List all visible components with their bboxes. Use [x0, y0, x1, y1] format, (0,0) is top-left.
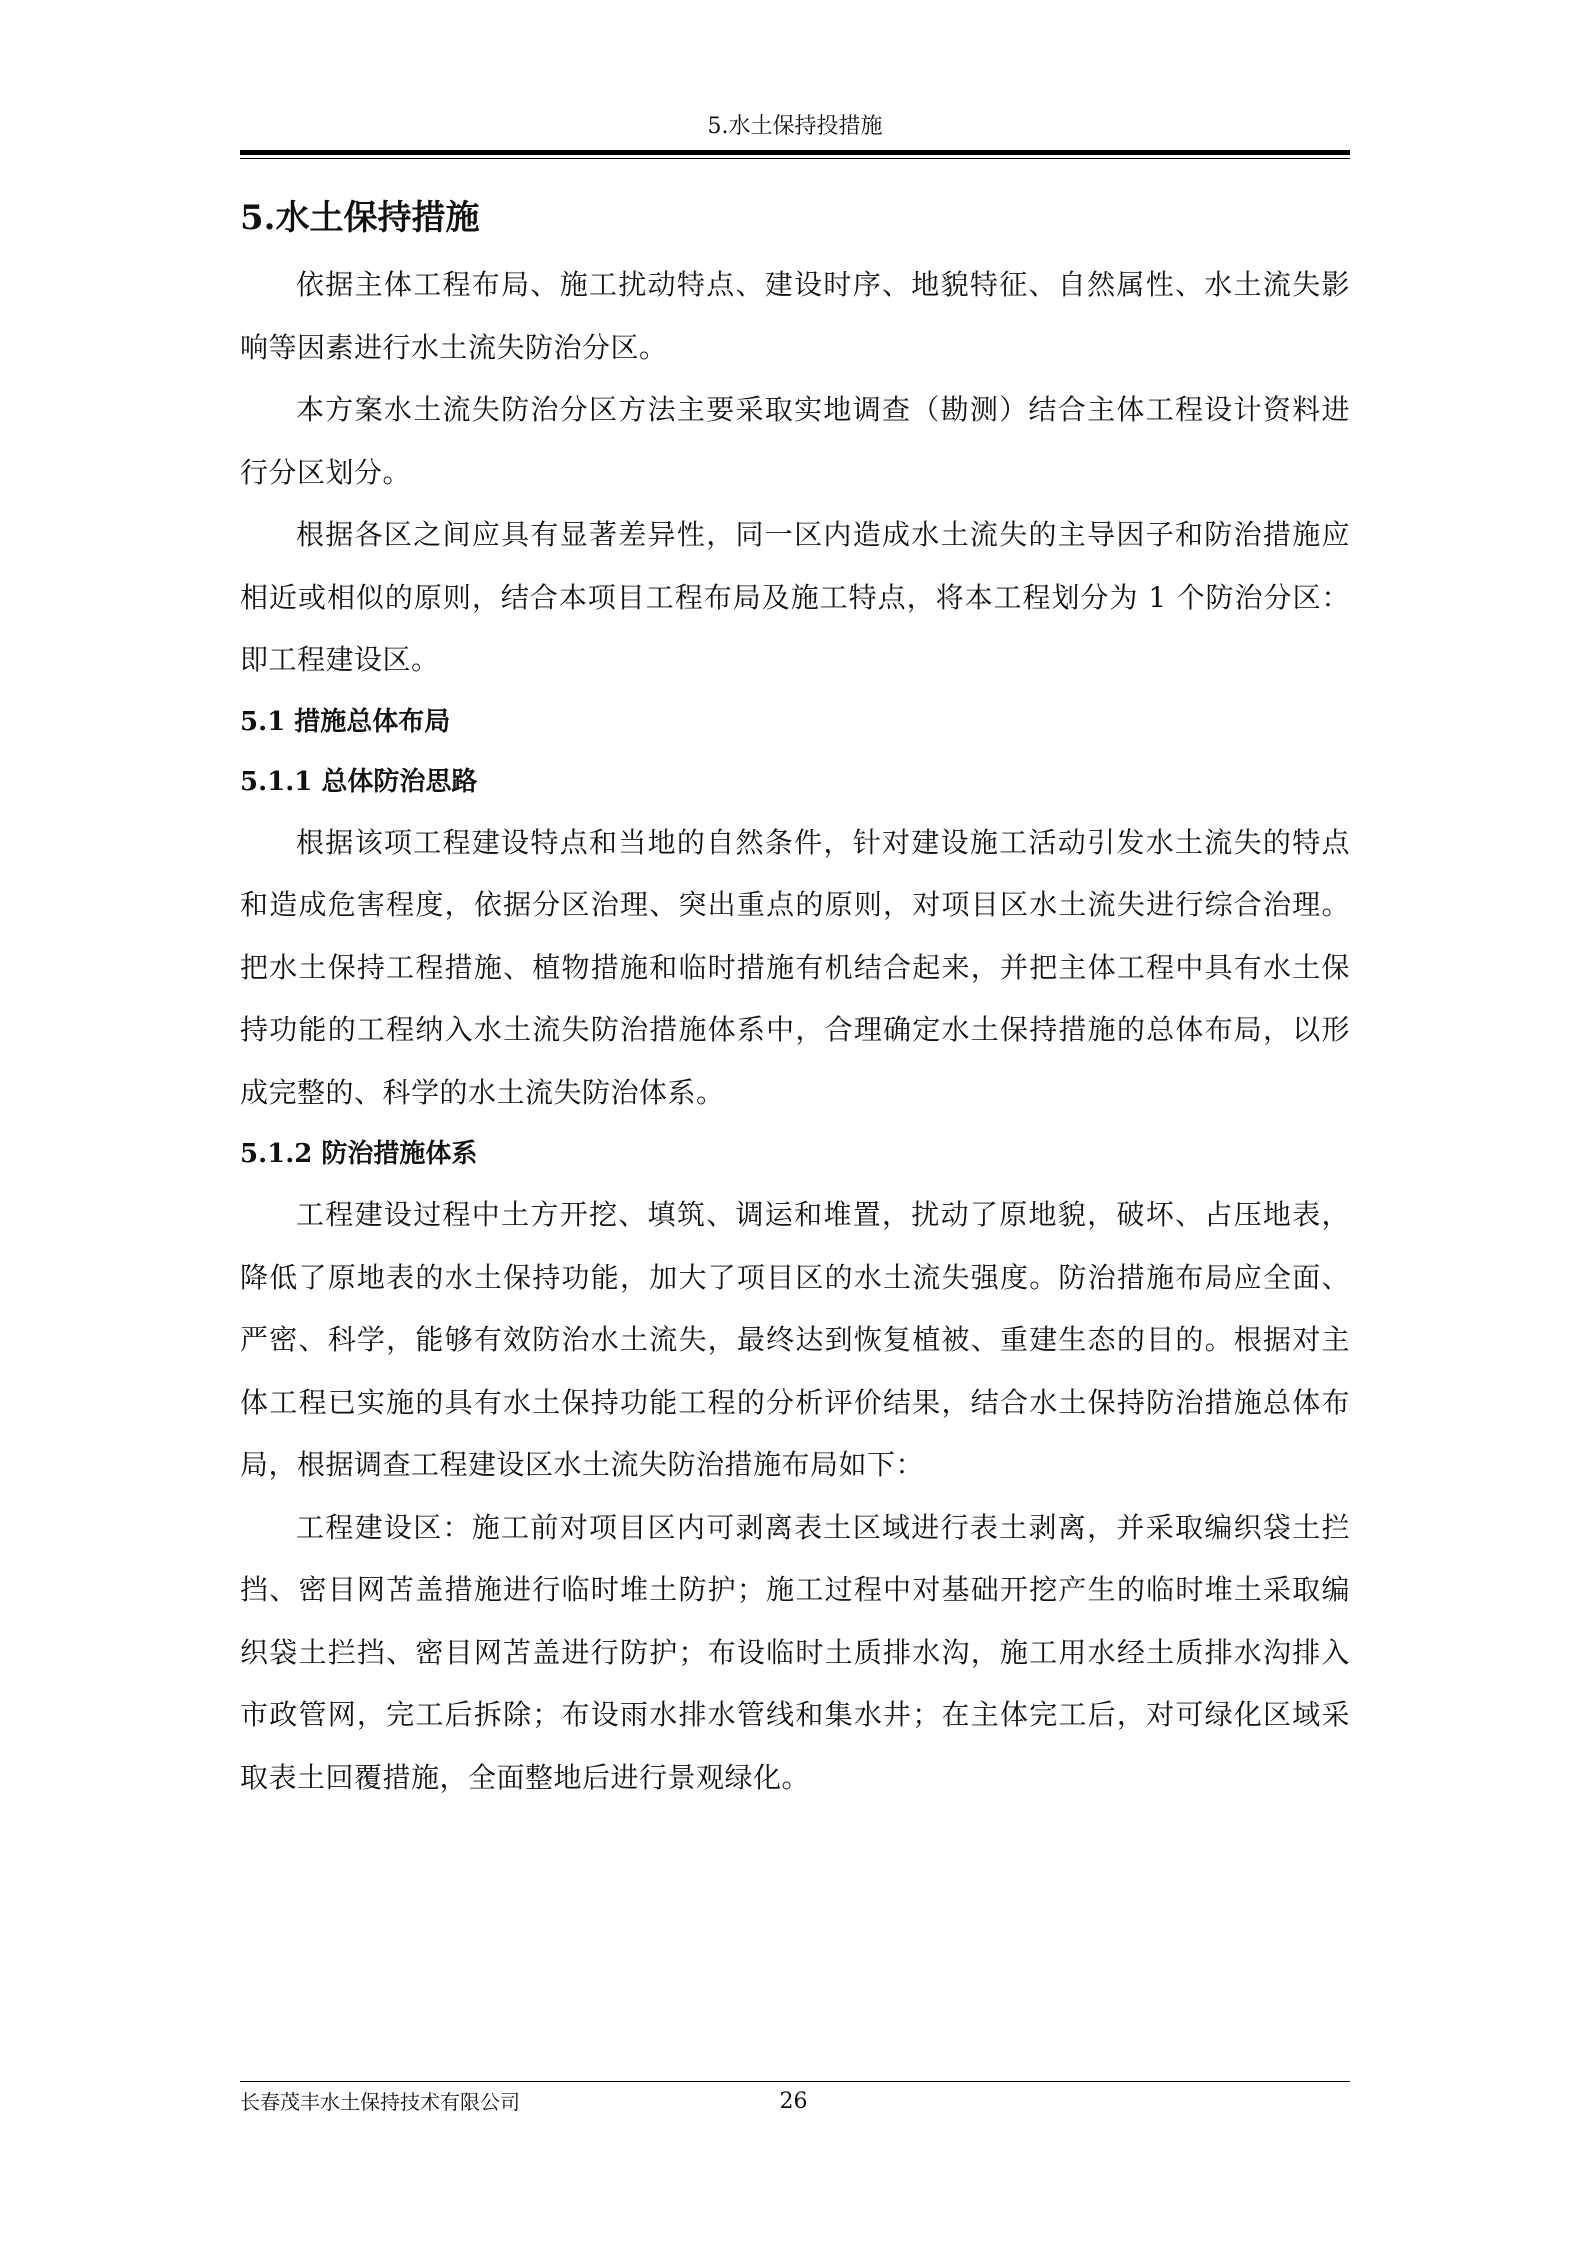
subsection-title-5-1-1: 5.1.1 总体防治思路 — [240, 766, 478, 797]
footer-company: 长春茂丰水土保持技术有限公司 — [240, 2090, 520, 2114]
section-title: 5.水土保持措施 — [240, 198, 480, 238]
header-rule-thin — [240, 158, 1350, 159]
footer-rule — [240, 2081, 1350, 2082]
intro-paragraph-3: 根据各区之间应具有显著差异性，同一区内造成水土流失的主导因子和防治措施应相近或相似的原则，结合本项目工程布局及施工特点，将本工程划分为 1 个防治分区：即工程建设区。 — [240, 518, 1350, 676]
main-content — [240, 188, 1350, 1809]
intro-paragraph-1: 依据主体工程布局、施工扰动特点、建设时序、地貌特征、自然属性、水土流失影响等因素进行水土流失防治分区。 — [240, 268, 1350, 364]
paragraph-5-1-2-2: 工程建设区：施工前对项目区内可剥离表土区域进行表土剥离，并采取编织袋土拦挡、密目网苫盖措施进行临时堆土防护；施工过程中对基础开挖产生的临时堆土采取编织袋土拦挡、密目网苫盖进行防护；布设临时土质排水沟，施工用水经土质排水沟排入市政管网，完工后拆除；布设雨水排水管线和集水井；在主体完工后，对可绿化区域采取表土回覆措施，全面整地后进行景观绿化。 — [240, 1510, 1350, 1794]
subsection-title-5-1: 5.1 措施总体布局 — [240, 706, 451, 737]
running-header: 5.水土保持投措施 — [707, 114, 883, 139]
paragraph-5-1-1-1: 根据该项工程建设特点和当地的自然条件，针对建设施工活动引发水土流失的特点和造成危害程度，依据分区治理、突出重点的原则，对项目区水土流失进行综合治理。把水土保持工程措施、植物措施和临时措施有机结合起来，并把主体工程中具有水土保持功能的工程纳入水土流失防治措施体系中，合理确定水土保持措施的总体布局，以形成完整的、科学的水土流失防治体系。 — [240, 825, 1350, 1109]
header-rule-thick — [240, 150, 1350, 155]
paragraph-5-1-2-1: 工程建设过程中土方开挖、填筑、调运和堆置，扰动了原地貌，破坏、占压地表，降低了原地表的水土保持功能，加大了项目区的水土流失强度。防治措施布局应全面、严密、科学，能够有效防治水土流失，最终达到恢复植被、重建生态的目的。根据对主体工程已实施的具有水土保持功能工程的分析评价结果，结合水土保持防治措施总体布局，根据调查工程建设区水土流失防治措施布局如下： — [240, 1198, 1350, 1481]
intro-paragraph-2: 本方案水土流失防治分区方法主要采取实地调查（勘测）结合主体工程设计资料进行分区划分。 — [240, 393, 1350, 489]
subsection-title-5-1-2: 5.1.2 防治措施体系 — [240, 1139, 478, 1169]
page-number: 26 — [779, 2089, 808, 2114]
